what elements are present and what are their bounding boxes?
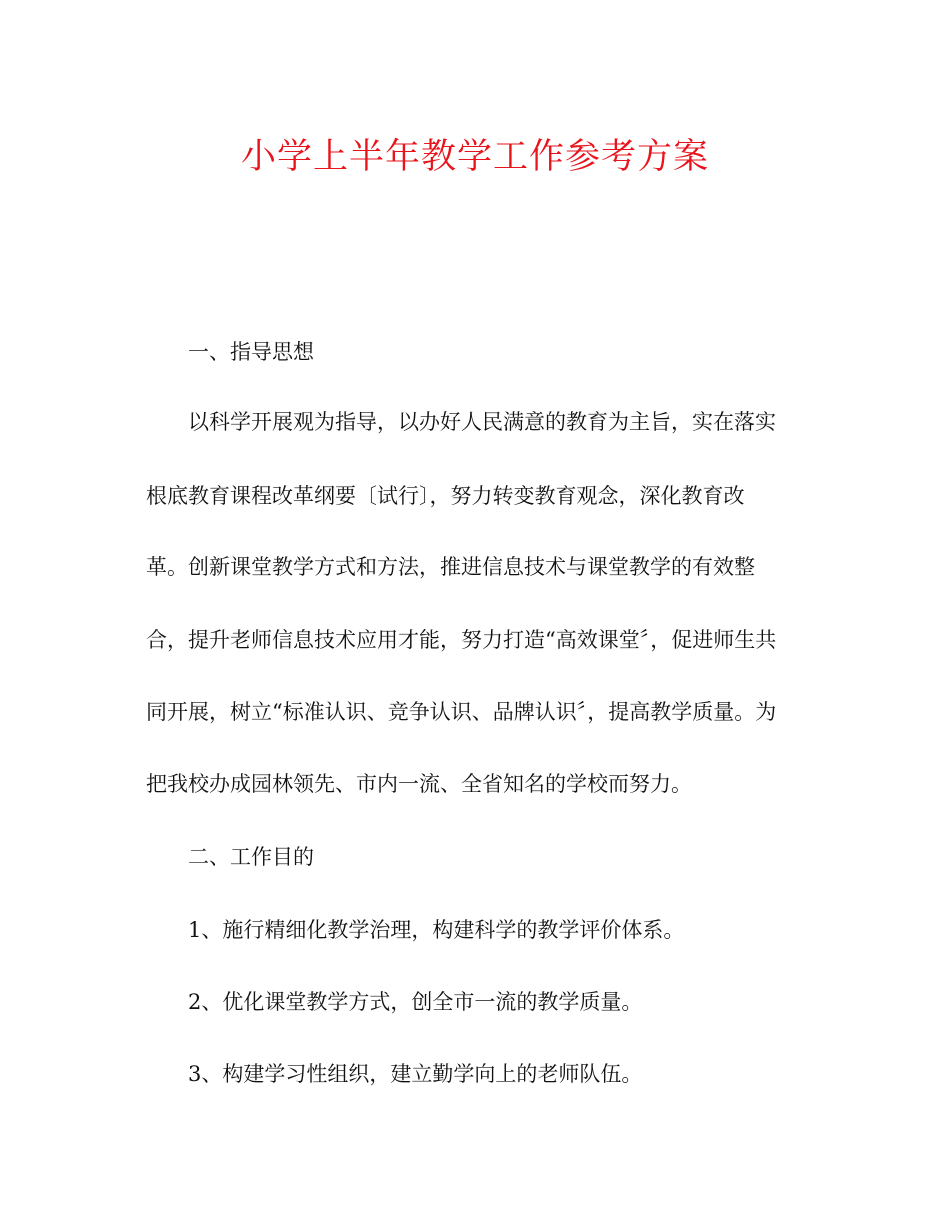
- paragraph-line: 革。创新课堂教学方式和方法，推进信息技术与课堂教学的有效整: [146, 555, 755, 579]
- paragraph-line: 同开展，树立“标准认识、竞争认识、品牌认识〞，提高教学质量。为: [146, 700, 777, 724]
- paragraph-line: 合，提升老师信息技术应用才能，努力打造“高效课堂〞，促进师生共: [146, 628, 777, 652]
- paragraph-line: 把我校办成园林领先、市内一流、全省知名的学校而努力。: [146, 772, 692, 796]
- paragraph-line: 根底教育课程改革纲要〔试行〕，努力转变教育观念，深化教育改: [146, 484, 745, 508]
- section-heading-work-goals: 二、工作目的: [188, 845, 314, 869]
- list-item: 3、构建学习性组织，建立勤学向上的老师队伍。: [188, 1062, 643, 1086]
- list-item: 1、施行精细化教学治理，构建科学的教学评价体系。: [188, 918, 685, 942]
- section-heading-guiding-ideology: 一、指导思想: [188, 340, 314, 364]
- list-item: 2、优化课堂教学方式，创全市一流的教学质量。: [188, 990, 643, 1014]
- document-title: 小学上半年教学工作参考方案: [240, 137, 709, 177]
- paragraph-line: 以科学开展观为指导，以办好人民满意的教育为主旨，实在落实: [188, 410, 776, 434]
